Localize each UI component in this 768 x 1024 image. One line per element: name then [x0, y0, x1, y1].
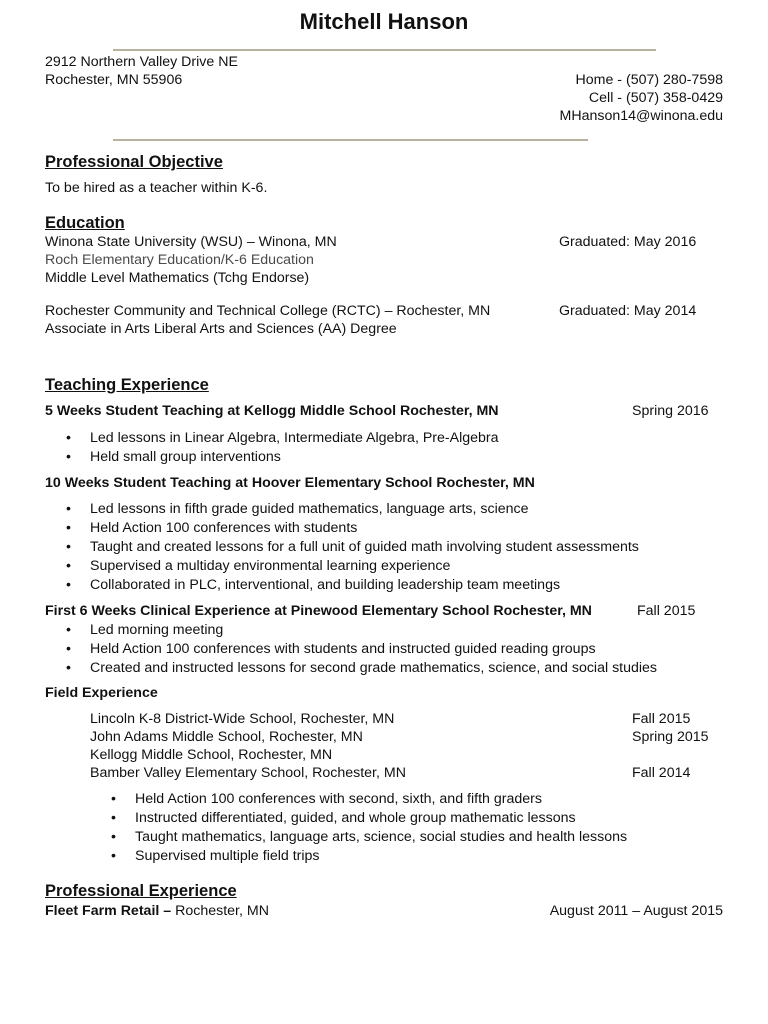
list-item: • Held Action 100 conferences with students and instructed guided reading groups — [45, 640, 657, 659]
employer-name: Fleet Farm Retail – — [45, 903, 172, 919]
position-bullets — [45, 621, 657, 678]
position-title: 10 Weeks Student Teaching at Hoover Elementary School Rochester, MN — [45, 475, 535, 491]
position-bullets — [45, 500, 639, 595]
page-title: Mitchell Hanson — [299, 9, 469, 34]
education-detail: Associate in Arts Liberal Arts and Sciences (AA) Degree — [45, 321, 397, 337]
list-item: • Created and instructed lessons for second grade mathematics, science, and social studies — [45, 659, 657, 678]
list-item: • Led morning meeting — [45, 621, 657, 640]
list-item: • Supervised a multiday environmental learning experience — [45, 557, 639, 576]
list-item: • Supervised multiple field trips — [90, 847, 627, 866]
education-school-date: Graduated: May 2014 — [559, 303, 697, 319]
education-school-title: Winona State University (WSU) – Winona, MN — [45, 234, 337, 250]
list-item: • Collaborated in PLC, interventional, and building leadership team meetings — [45, 576, 639, 595]
position-date: Spring 2016 — [632, 403, 709, 419]
employment-date: August 2011 – August 2015 — [549, 903, 723, 919]
list-item: • Instructed differentiated, guided, and whole group mathematic lessons — [90, 809, 627, 828]
list-item: • Taught mathematics, language arts, science, social studies and health lessons — [90, 828, 627, 847]
list-item: • Held small group interventions — [45, 448, 499, 467]
position-title: 5 Weeks Student Teaching at Kellogg Middle School Rochester, MN — [45, 403, 499, 419]
field-experience-heading: Field Experience — [45, 685, 158, 701]
field-school: Lincoln K-8 District-Wide School, Rochester, MN — [90, 711, 395, 727]
employer-line — [45, 902, 269, 920]
education-school-date: Graduated: May 2016 — [559, 234, 697, 250]
objective-heading: Professional Objective — [45, 153, 223, 171]
list-item: • Held Action 100 conferences with second, sixth, and fifth graders — [90, 790, 627, 809]
home-phone: Home - (507) 280-7598 — [575, 72, 723, 88]
address-line-2: Rochester, MN 55906 — [45, 72, 183, 88]
header-divider-bottom — [113, 139, 588, 141]
education-detail: Roch Elementary Education/K-6 Education — [45, 252, 314, 268]
field-school-date: Fall 2015 — [632, 711, 691, 727]
email-link[interactable]: MHanson14@winona.edu — [559, 108, 723, 124]
address-line-1: 2912 Northern Valley Drive NE — [45, 54, 238, 70]
objective-text: To be hired as a teacher within K-6. — [45, 180, 268, 196]
list-item: • Taught and created lessons for a full unit of guided math involving student assessments — [45, 538, 639, 557]
employer-location: Rochester, MN — [171, 903, 269, 919]
education-heading: Education — [45, 214, 125, 232]
position-title: First 6 Weeks Clinical Experience at Pinewood Elementary School Rochester, MN — [45, 603, 592, 619]
position-date: Fall 2015 — [637, 603, 696, 619]
list-item: • Led lessons in Linear Algebra, Intermediate Algebra, Pre-Algebra — [45, 429, 499, 448]
education-detail: Middle Level Mathematics (Tchg Endorse) — [45, 270, 310, 286]
field-school: Kellogg Middle School, Rochester, MN — [90, 747, 333, 763]
education-school-title: Rochester Community and Technical College (RCTC) – Rochester, MN — [45, 303, 491, 319]
field-school-date: Spring 2015 — [632, 729, 709, 745]
list-item: • Held Action 100 conferences with students — [45, 519, 639, 538]
cell-phone: Cell - (507) 358-0429 — [588, 90, 723, 106]
teaching-heading: Teaching Experience — [45, 376, 209, 394]
professional-heading: Professional Experience — [45, 882, 237, 900]
field-bullets — [90, 790, 627, 866]
list-item: • Led lessons in fifth grade guided mathematics, language arts, science — [45, 500, 639, 519]
position-bullets — [45, 429, 499, 467]
field-school: John Adams Middle School, Rochester, MN — [90, 729, 363, 745]
field-school-date: Fall 2014 — [632, 765, 691, 781]
field-school: Bamber Valley Elementary School, Rochester, MN — [90, 765, 406, 781]
header-divider-top — [113, 49, 656, 51]
